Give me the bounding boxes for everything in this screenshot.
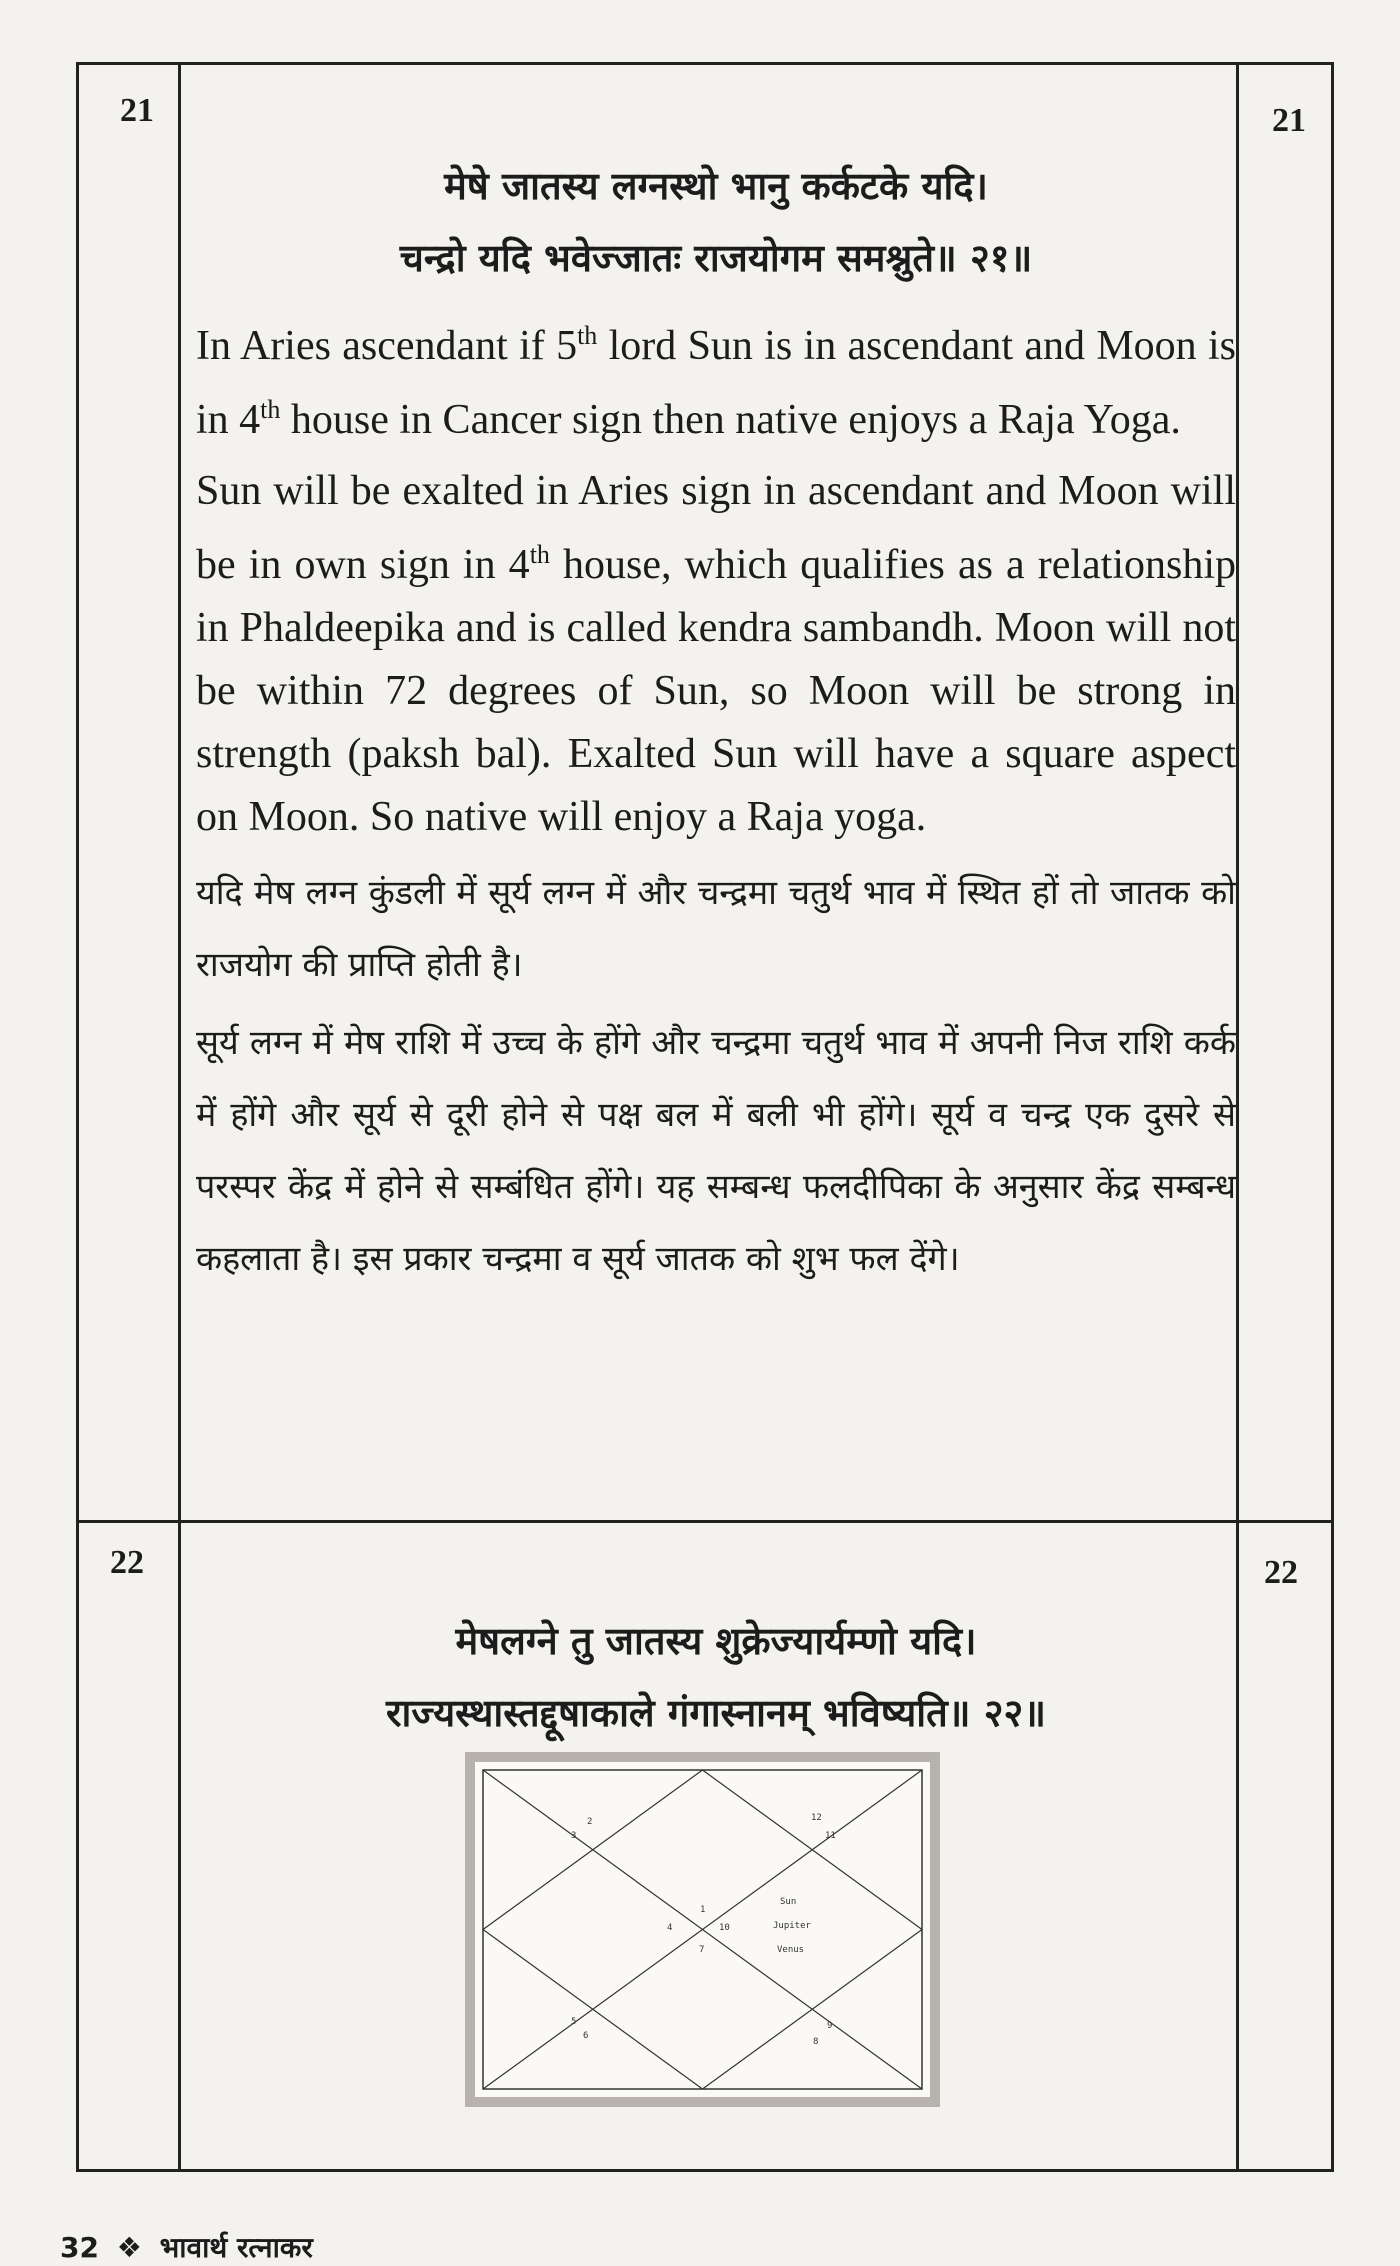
house-1: 1	[700, 1905, 706, 1915]
house-3: 3	[571, 1831, 577, 1841]
verse21-content	[196, 150, 1236, 1301]
house-4: 4	[667, 1923, 673, 1933]
shloka-line-2: चन्द्रो यदि भवेज्जातः राजयोगम समश्नुते॥ २१॥	[399, 235, 1033, 280]
house-6: 6	[583, 2031, 589, 2041]
verse-number-left-22: 22	[110, 1544, 144, 1581]
verse22-content	[196, 1605, 1236, 1749]
house-9: 9	[827, 2021, 833, 2031]
page-footer	[60, 2228, 313, 2266]
house-11: 11	[825, 1831, 836, 1841]
right-column-divider	[1236, 62, 1239, 1522]
left-column-divider-2	[178, 1520, 181, 2172]
hindi-paragraph-1: यदि मेष लग्न कुंडली में सूर्य लग्न में और चन्द्रमा चतुर्थ भाव में स्थित हों तो जातक को राजयोग की प्राप्ति होती है।	[196, 873, 1236, 985]
shloka-line-1: मेषे जातस्य लग्नस्थो भानु कर्कटके यदि।	[444, 163, 988, 208]
house-10: 10	[719, 1923, 730, 1933]
verse-number-right: 21	[1272, 102, 1306, 139]
verse-number-left: 21	[120, 92, 154, 129]
left-column-divider	[178, 62, 181, 1522]
book-title: भावार्थ रत्नाकर	[159, 2231, 313, 2264]
planet-venus: Venus	[777, 1945, 805, 1955]
right-column-divider-2	[1236, 1520, 1239, 2172]
house-5: 5	[571, 2017, 577, 2027]
horoscope-chart	[465, 1752, 940, 2107]
shloka22-line-2: राज्यस्थास्तद्दूषाकाले गंगास्नानम् भविष्यति॥ २२॥	[385, 1690, 1047, 1735]
planet-sun: Sun	[780, 1897, 797, 1907]
ornament-icon: ❖	[116, 2231, 142, 2264]
shloka22-line-1: मेषलग्ने तु जातस्य शुक्रेज्यार्यम्णो यदि।	[455, 1618, 977, 1663]
english-paragraph-2: Sun will be exalted in Aries sign in ascendant and Moon will be in own sign in 4th house, which qualifies as a relationship in Phaldeepika and is called kendra sambandh. Moon will not be within 72 degrees of Sun, so Moon will be strong in strength (paksh bal). Exalted Sun will have a square aspect on Moon. So native will enjoy a Raja yoga.	[196, 468, 1237, 840]
english-paragraph-1: In Aries ascendant if 5th lord Sun is in ascendant and Moon is in 4th house in Cancer sign then native enjoys a Raja Yoga.	[196, 321, 1236, 443]
page-number: 32	[60, 2231, 99, 2264]
verse-number-right-22: 22	[1264, 1554, 1298, 1591]
planet-jupiter: Jupiter	[773, 1921, 811, 1931]
house-2: 2	[587, 1817, 593, 1827]
house-7: 7	[699, 1945, 705, 1955]
row-divider	[76, 1520, 1334, 1523]
house-12: 12	[811, 1813, 822, 1823]
horoscope-chart-svg	[475, 1762, 930, 2097]
house-8: 8	[813, 2037, 819, 2047]
hindi-paragraph-2: सूर्य लग्न में मेष राशि में उच्च के होंगे और चन्द्रमा चतुर्थ भाव में अपनी निज राशि कर्क में होंगे और सूर्य से दूरी होने से पक्ष बल में बली भी होंगे। सूर्य व चन्द्र एक दुसरे से परस्पर केंद्र में होने से सम्बंधित होंगे। यह सम्बन्ध फलदीपिका के अनुसार केंद्र सम्बन्ध कहलाता है। इस प्रकार चन्द्रमा व सूर्य जातक को शुभ फल देंगे।	[196, 1023, 1236, 1279]
